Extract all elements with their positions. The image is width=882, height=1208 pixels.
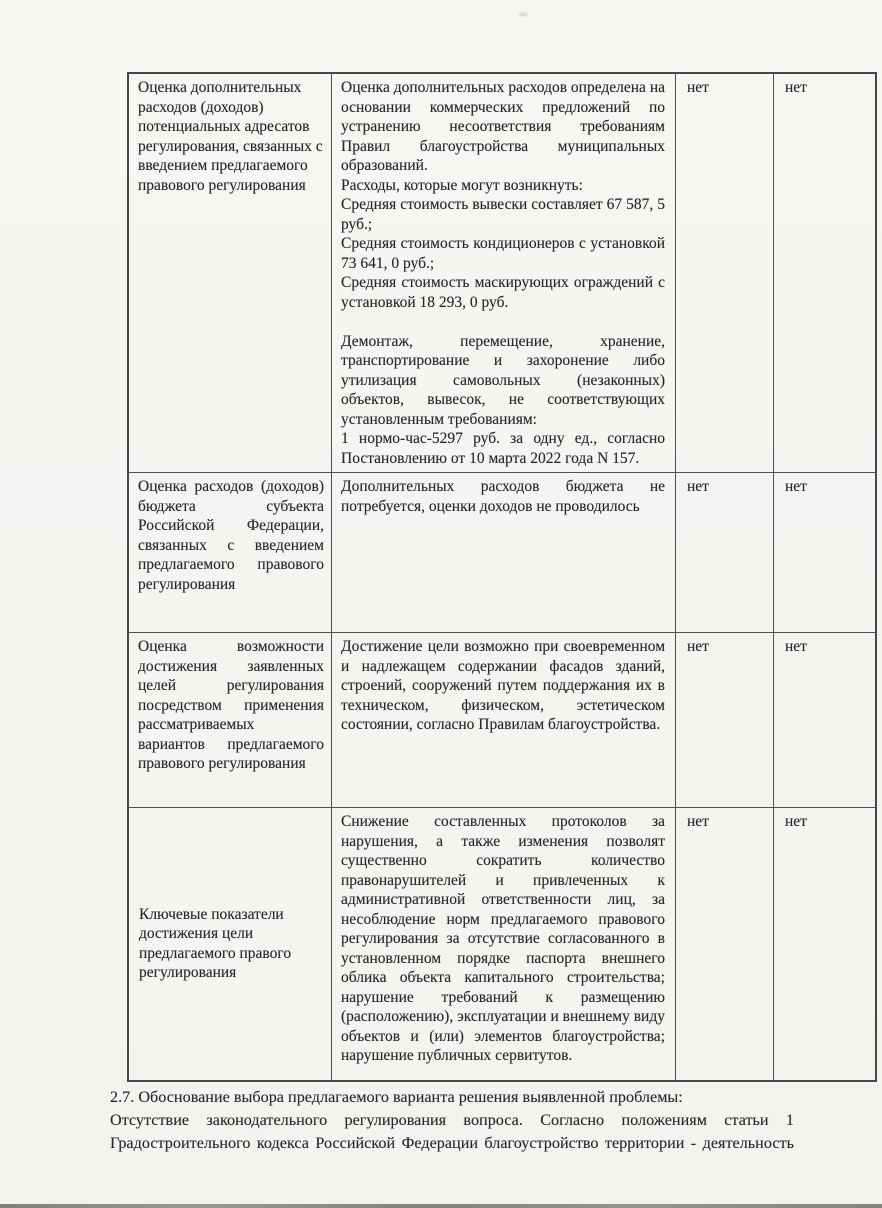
flag-value: нет [785,638,807,655]
description-paragraph: 1 нормо-час-5297 руб. за одну ед., согласно Постановлению от 10 марта 2022 года N 157. [341,430,665,467]
table-row [128,73,876,473]
regulatory-assessment-table [127,72,877,1082]
cell-criterion [128,473,332,633]
scan-artifact-smudge [516,11,530,18]
cell-criterion [128,73,332,473]
cell-flag [774,808,877,1081]
flag-value: нет [687,478,709,495]
flag-value: нет [687,79,709,96]
section-2-7 [110,1086,794,1155]
flag-value: нет [687,813,709,830]
cell-criterion [128,808,332,1081]
cell-description [332,73,676,473]
row-label: Оценка дополнительных расходов (доходов) потенциальных адресатов регулирования, связанных с введением предлагаемого правового регулирования [138,79,323,194]
cell-flag [774,73,877,473]
description-paragraph: Дополнительных расходов бюджета не потребуется, оценки доходов не проводилось [341,478,665,515]
flag-value: нет [785,478,807,495]
row-label: Оценка возможности достижения заявленных целей регулирования посредством применения рассматриваемых вариантов предлагаемого правового регулирования [138,638,324,772]
cell-criterion [128,633,332,808]
description-paragraph: Снижение составленных протоколов за нарушения, а также изменения позволят существенно сократить количество правонарушителей и привлеченных к административной ответственности лиц, за несоблюдение норм предлагаемого правового регулирования за отсутствие согласованного в установленном порядке паспорта внешнего облика объекта капитального строительства; нарушение требований к размещению (расположению), эксплуатации и внешнему виду объектов и (или) элементов благоустройства; нарушение публичных сервитутов. [341,813,665,1064]
table-row [128,473,876,633]
scan-edge-artifact [0,1204,882,1208]
flag-value: нет [687,638,709,655]
description-paragraph: Демонтаж, перемещение, хранение, транспортирование и захоронение либо утилизация самовольных (незаконных) объектов, вывесок, не соответствующих установленным требованиям: [341,332,665,428]
description-paragraph: Средняя стоимость вывески составляет 67 587, 5 руб.; [341,196,665,233]
section-heading: 2.7. Обоснование выбора предлагаемого варианта решения выявленной проблемы: [110,1088,683,1106]
cell-flag [676,633,774,808]
cell-flag [676,73,774,473]
row-label: Оценка расходов (доходов) бюджета субъекта Российской Федерации, связанных с введением предлагаемого правового регулирования [138,478,324,593]
flag-value: нет [785,813,807,830]
table-row [128,808,876,1081]
description-paragraph: Средняя стоимость кондиционеров с установкой 73 641, 0 руб.; [341,235,665,272]
table-row [128,633,876,808]
description-paragraph: Оценка дополнительных расходов определена на основании коммерческих предложений по устранению несоответствия требованиям Правил благоустройства муниципальных образований. [341,79,665,174]
flag-value: нет [785,79,807,96]
cell-flag [676,473,774,633]
description-paragraph: Расходы, которые могут возникнуть: [341,176,583,194]
row-label: Ключевые показатели достижения цели предлагаемого правого регулирования [139,905,292,982]
cell-flag [774,633,877,808]
description-paragraph: Достижение цели возможно при своевременном и надлежащем содержании фасадов зданий, строений, сооружений путем поддержания их в техническом, физическом, эстетическом состоянии, согласно Правилам благоустройства. [341,638,665,733]
section-body-text: Отсутствие законодательного регулирования вопроса. Согласно положениям статьи 1 Градостроительного кодекса Российской Федерации благоустройство территории - деятельность [110,1111,794,1152]
cell-description [332,633,676,808]
cell-description [332,473,676,633]
cell-flag [676,808,774,1081]
cell-flag [774,473,877,633]
description-paragraph: Средняя стоимость маскирующих ограждений с установкой 18 293, 0 руб. [341,274,665,311]
cell-description [332,808,676,1081]
